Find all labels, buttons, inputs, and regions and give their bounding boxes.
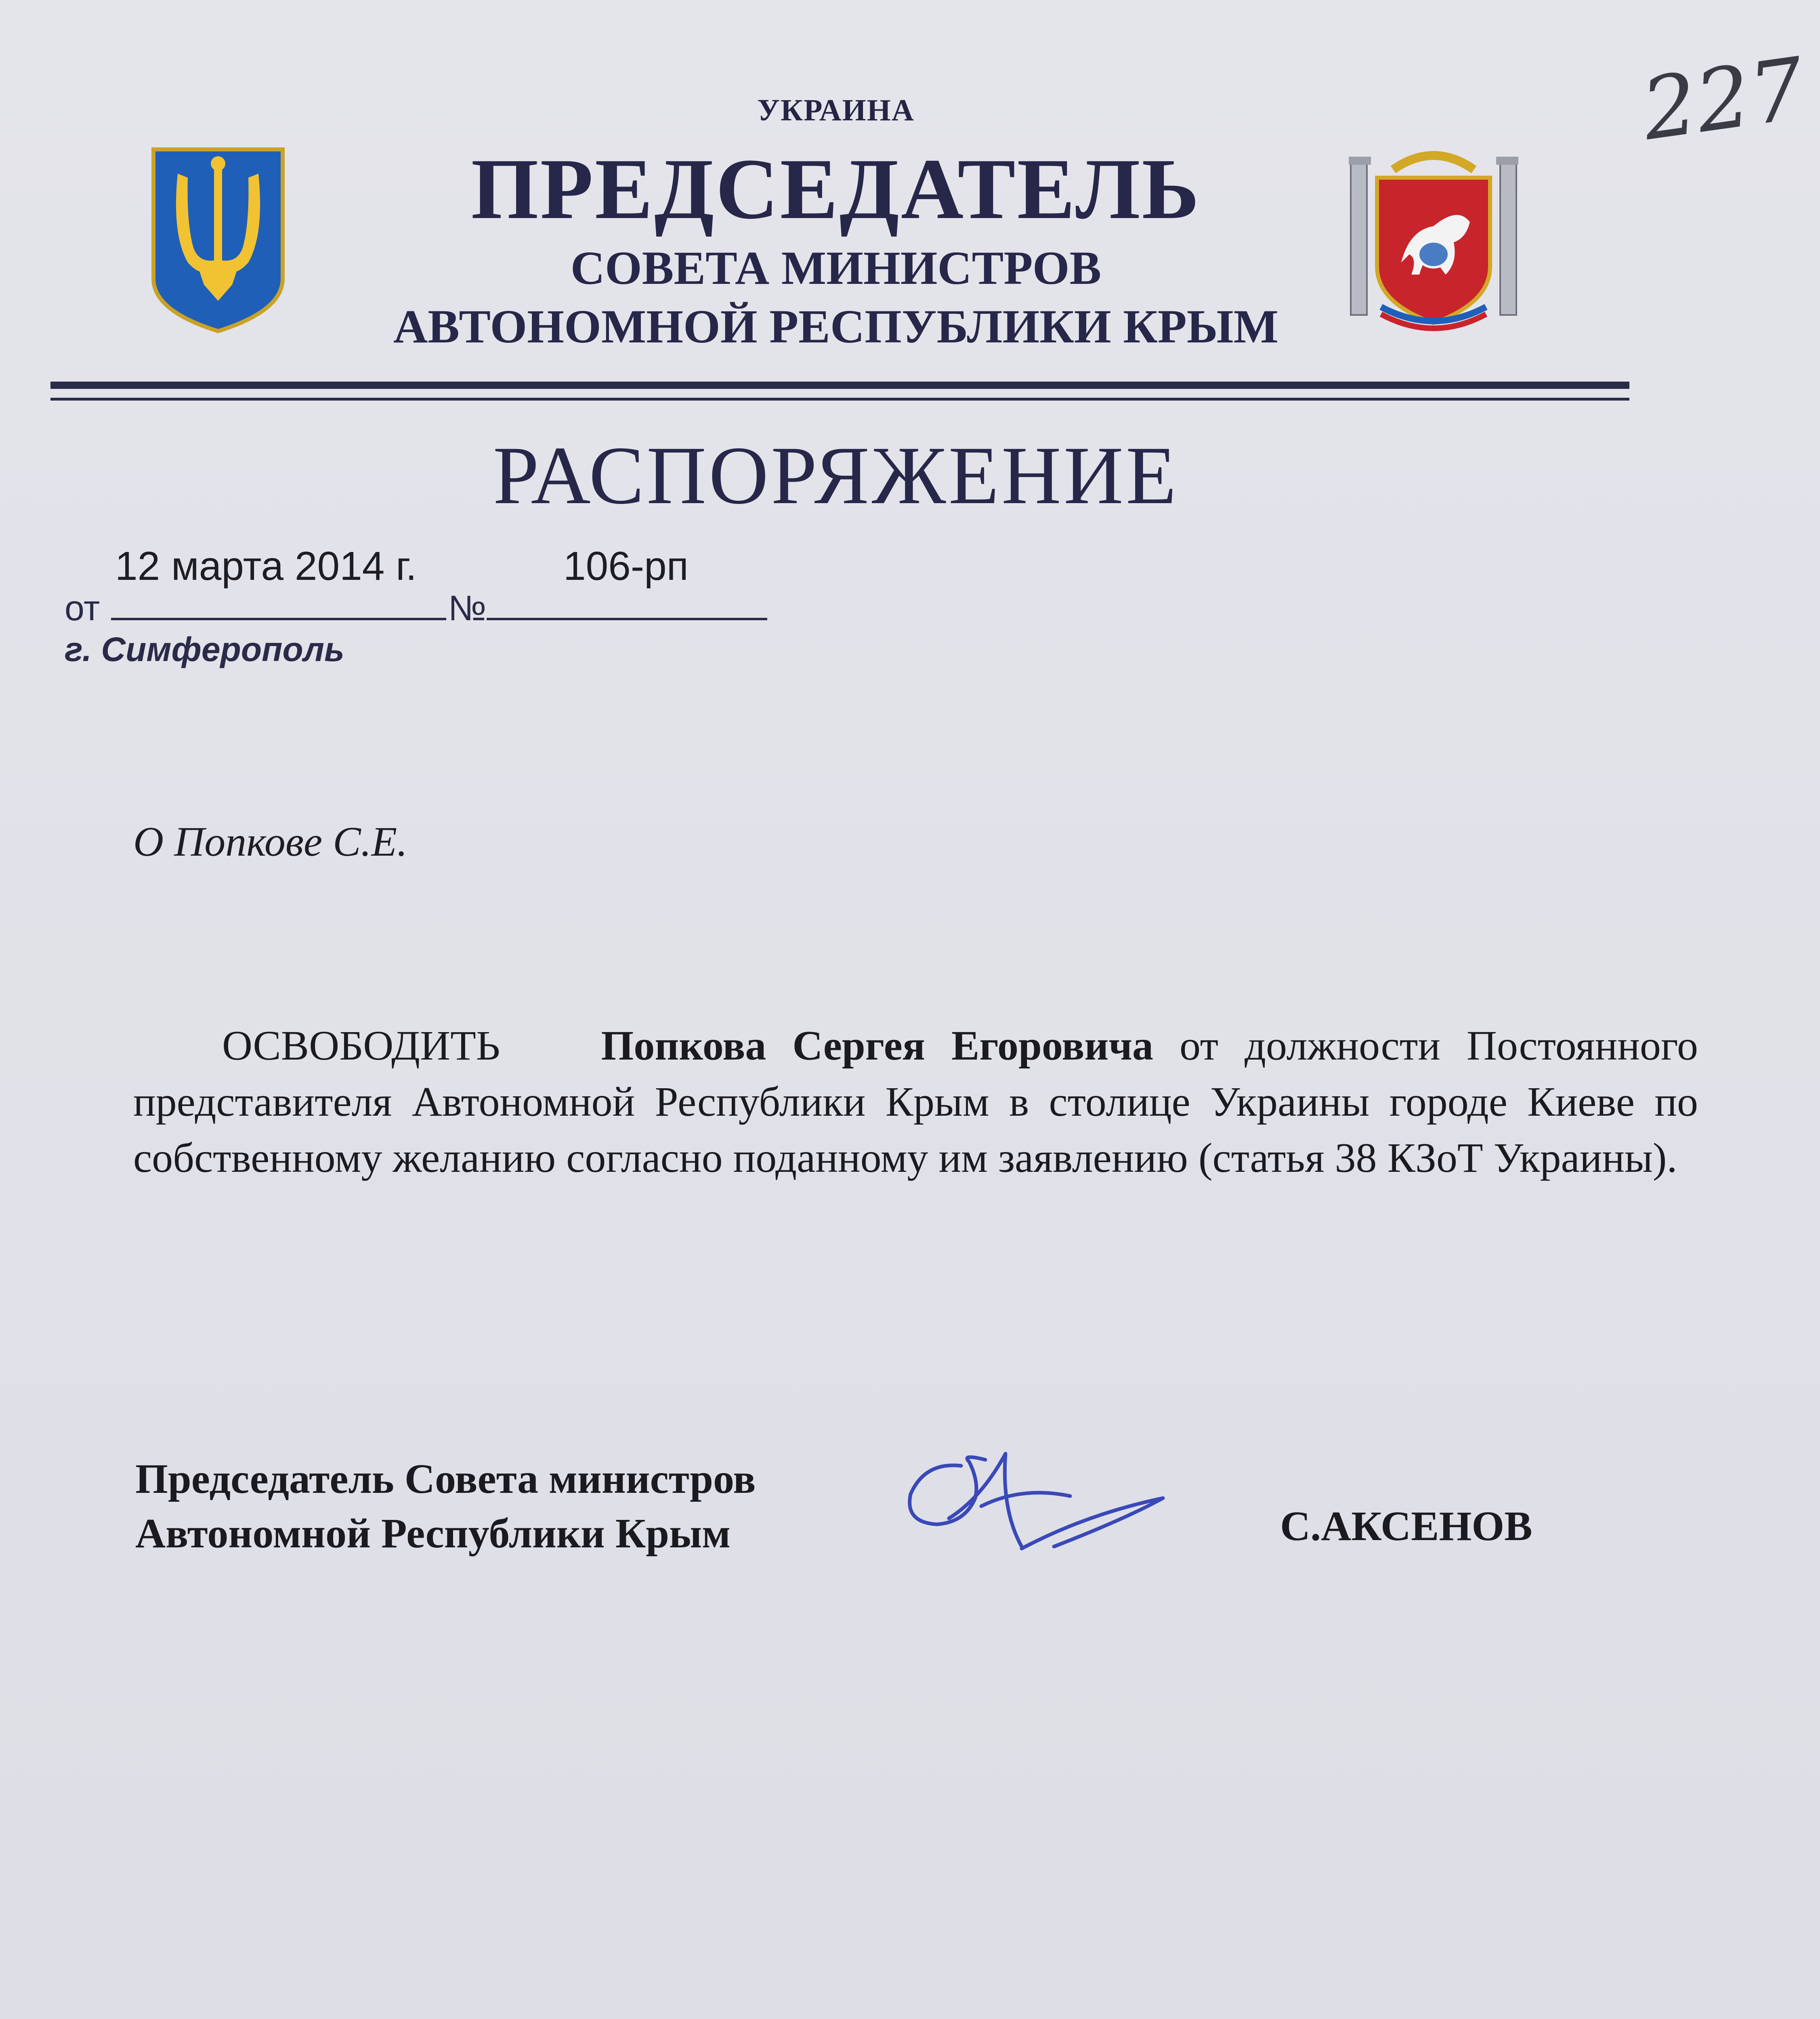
date-underline	[111, 618, 446, 620]
date-label: от	[65, 588, 100, 628]
number-label: №	[448, 588, 487, 628]
header-divider-thin	[50, 398, 1629, 401]
issuer-council: СОВЕТА МИНИСТРОВ	[570, 241, 1102, 294]
issuer-title: ПРЕДСЕДАТЕЛЬ	[471, 141, 1201, 237]
document-type-heading: РАСПОРЯЖЕНИЕ	[493, 430, 1179, 521]
country-name: УКРАИНА	[757, 93, 915, 127]
issuer-republic: АВТОНОМНОЙ РЕСПУБЛИКИ КРЫМ	[393, 300, 1278, 353]
order-person: Попкова Сергея Егоровича	[601, 1022, 1153, 1069]
header-divider-thick	[50, 382, 1629, 389]
order-body	[133, 1018, 1698, 1186]
number-underline	[487, 618, 767, 620]
svg-text:227: 227	[1636, 39, 1810, 160]
order-number: 106-рп	[563, 544, 689, 589]
signatory-position-line2: Автономной Республики Крым	[135, 1510, 731, 1557]
signatory-position	[135, 1452, 756, 1561]
handwritten-signature	[901, 1438, 1191, 1571]
order-verb: ОСВОБОДИТЬ	[222, 1022, 500, 1069]
signatory-position-line1: Председатель Совета министров	[135, 1456, 756, 1502]
signatory-name: С.АКСЕНОВ	[1280, 1503, 1532, 1549]
order-subject: О Попкове С.Е.	[133, 819, 408, 865]
order-body-text: от должности Постоянного представителя Автономной Республики Крым в столице Украины городе Киеве по собственному желанию согласно поданному им заявлению (статья 38 КЗоТ Украины).	[133, 1022, 1698, 1181]
order-date: 12 марта 2014 г.	[115, 544, 417, 589]
issue-city: г. Симферополь	[65, 630, 344, 668]
